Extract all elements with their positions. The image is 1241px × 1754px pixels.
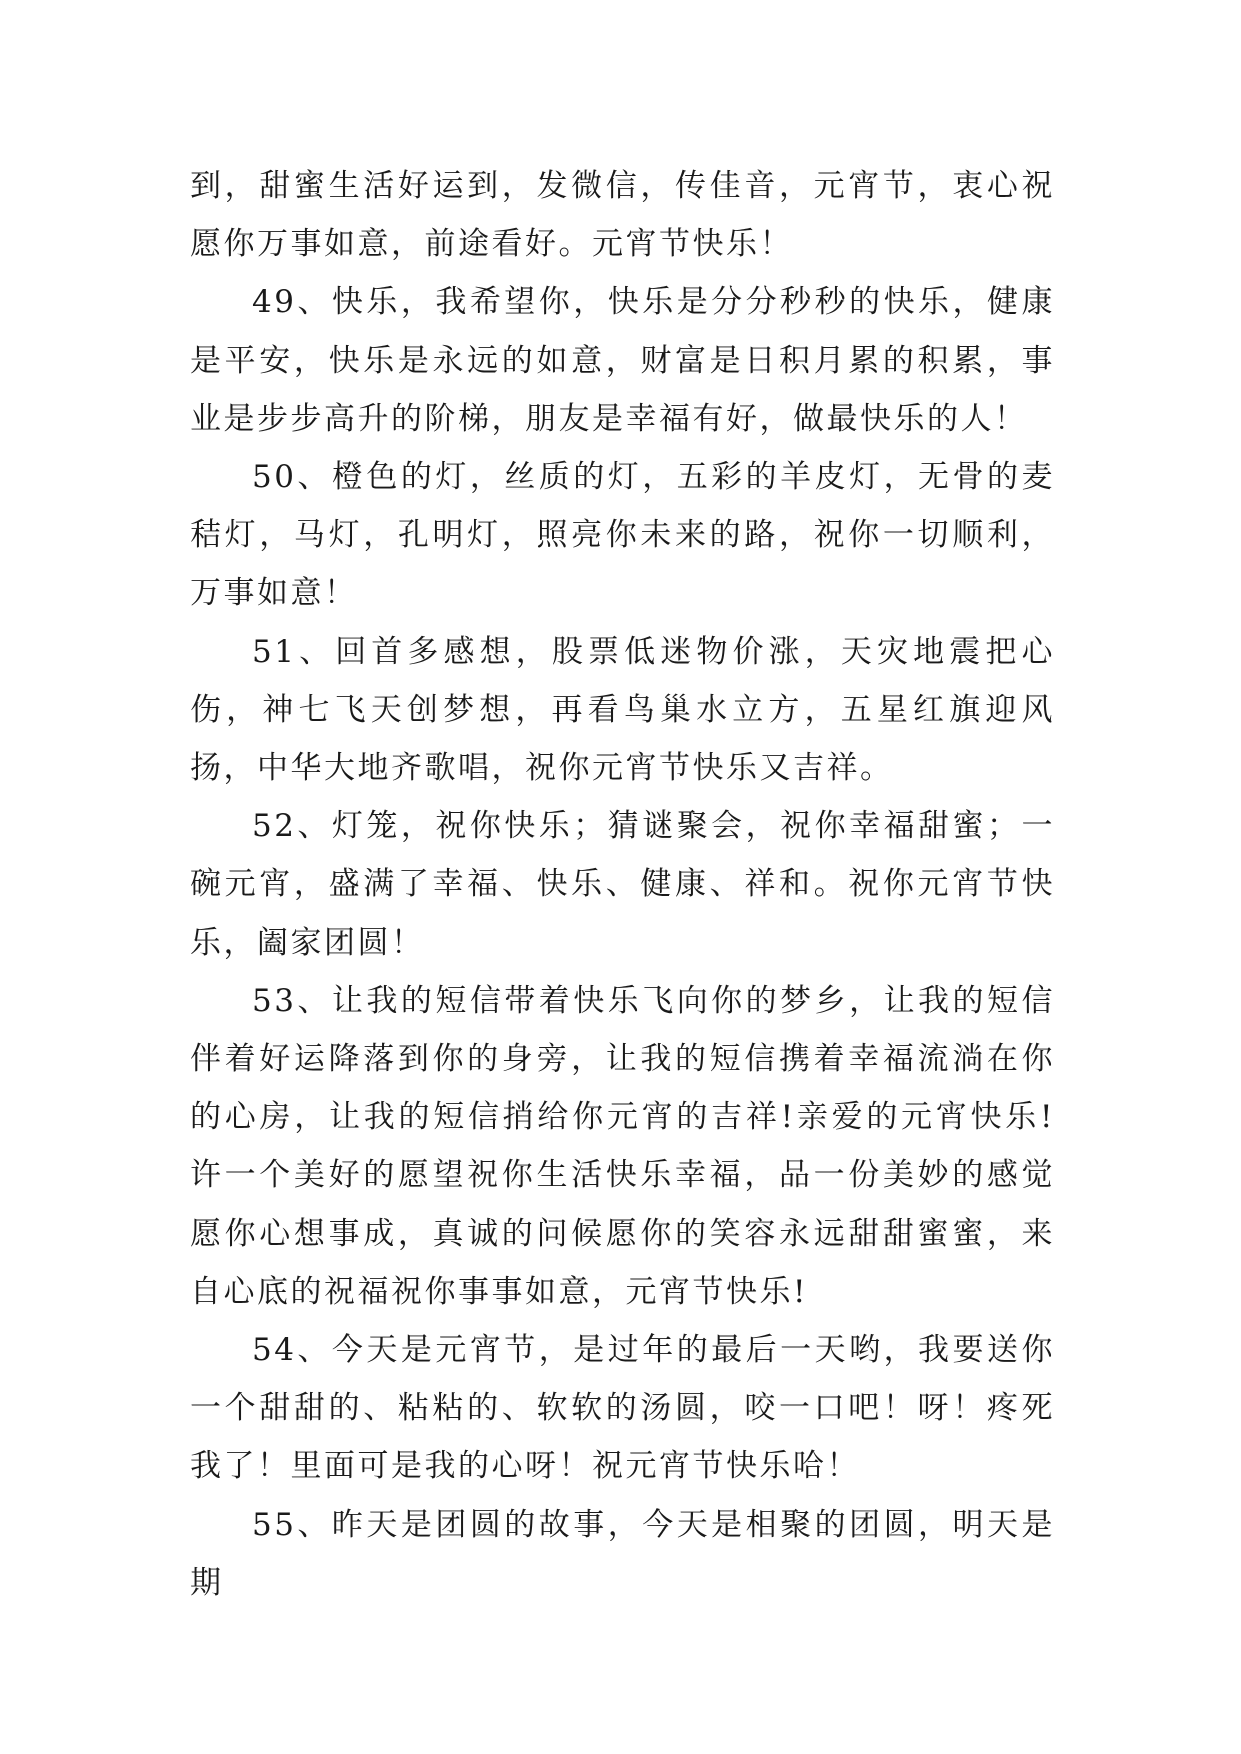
document-body xyxy=(190,157,1055,1612)
paragraph-49: 49、快乐，我希望你，快乐是分分秒秒的快乐，健康是平安，快乐是永远的如意，财富是日积月累的积累，事业是步步高升的阶梯，朋友是幸福有好，做最快乐的人！ xyxy=(190,284,1055,437)
paragraph-52: 52、灯笼，祝你快乐；猜谜聚会，祝你幸福甜蜜；一碗元宵，盛满了幸福、快乐、健康、祥和。祝你元宵节快乐，阖家团圆！ xyxy=(190,808,1055,961)
paragraph-50: 50、橙色的灯，丝质的灯，五彩的羊皮灯，无骨的麦秸灯，马灯，孔明灯，照亮你未来的路，祝你一切顺利，万事如意！ xyxy=(190,459,1055,612)
paragraph-51: 51、回首多感想，股票低迷物价涨，天灾地震把心伤，神七飞天创梦想，再看鸟巢水立方，五星红旗迎风扬，中华大地齐歌唱，祝你元宵节快乐又吉祥。 xyxy=(190,633,1055,787)
paragraph-54: 54、今天是元宵节，是过年的最后一天哟，我要送你一个甜甜的、粘粘的、软软的汤圆，咬一口吧！呀！疼死我了！里面可是我的心呀！祝元宵节快乐哈！ xyxy=(190,1332,1055,1485)
paragraph-53: 53、让我的短信带着快乐飞向你的梦乡，让我的短信伴着好运降落到你的身旁，让我的短信携着幸福流淌在你的心房，让我的短信捎给你元宵的吉祥!亲爱的元宵快乐!许一个美好的愿望祝你生活快乐幸福，品一份美妙的感觉愿你心想事成，真诚的问候愿你的笑容永远甜甜蜜蜜，来自心底的祝福祝你事事如意，元宵节快乐! xyxy=(190,982,1055,1310)
paragraph-continued: 到，甜蜜生活好运到，发微信，传佳音，元宵节，衷心祝愿你万事如意，前途看好。元宵节快乐！ xyxy=(190,168,1055,263)
paragraph-55: 55、昨天是团圆的故事，今天是相聚的团圆，明天是期 xyxy=(190,1506,1055,1601)
